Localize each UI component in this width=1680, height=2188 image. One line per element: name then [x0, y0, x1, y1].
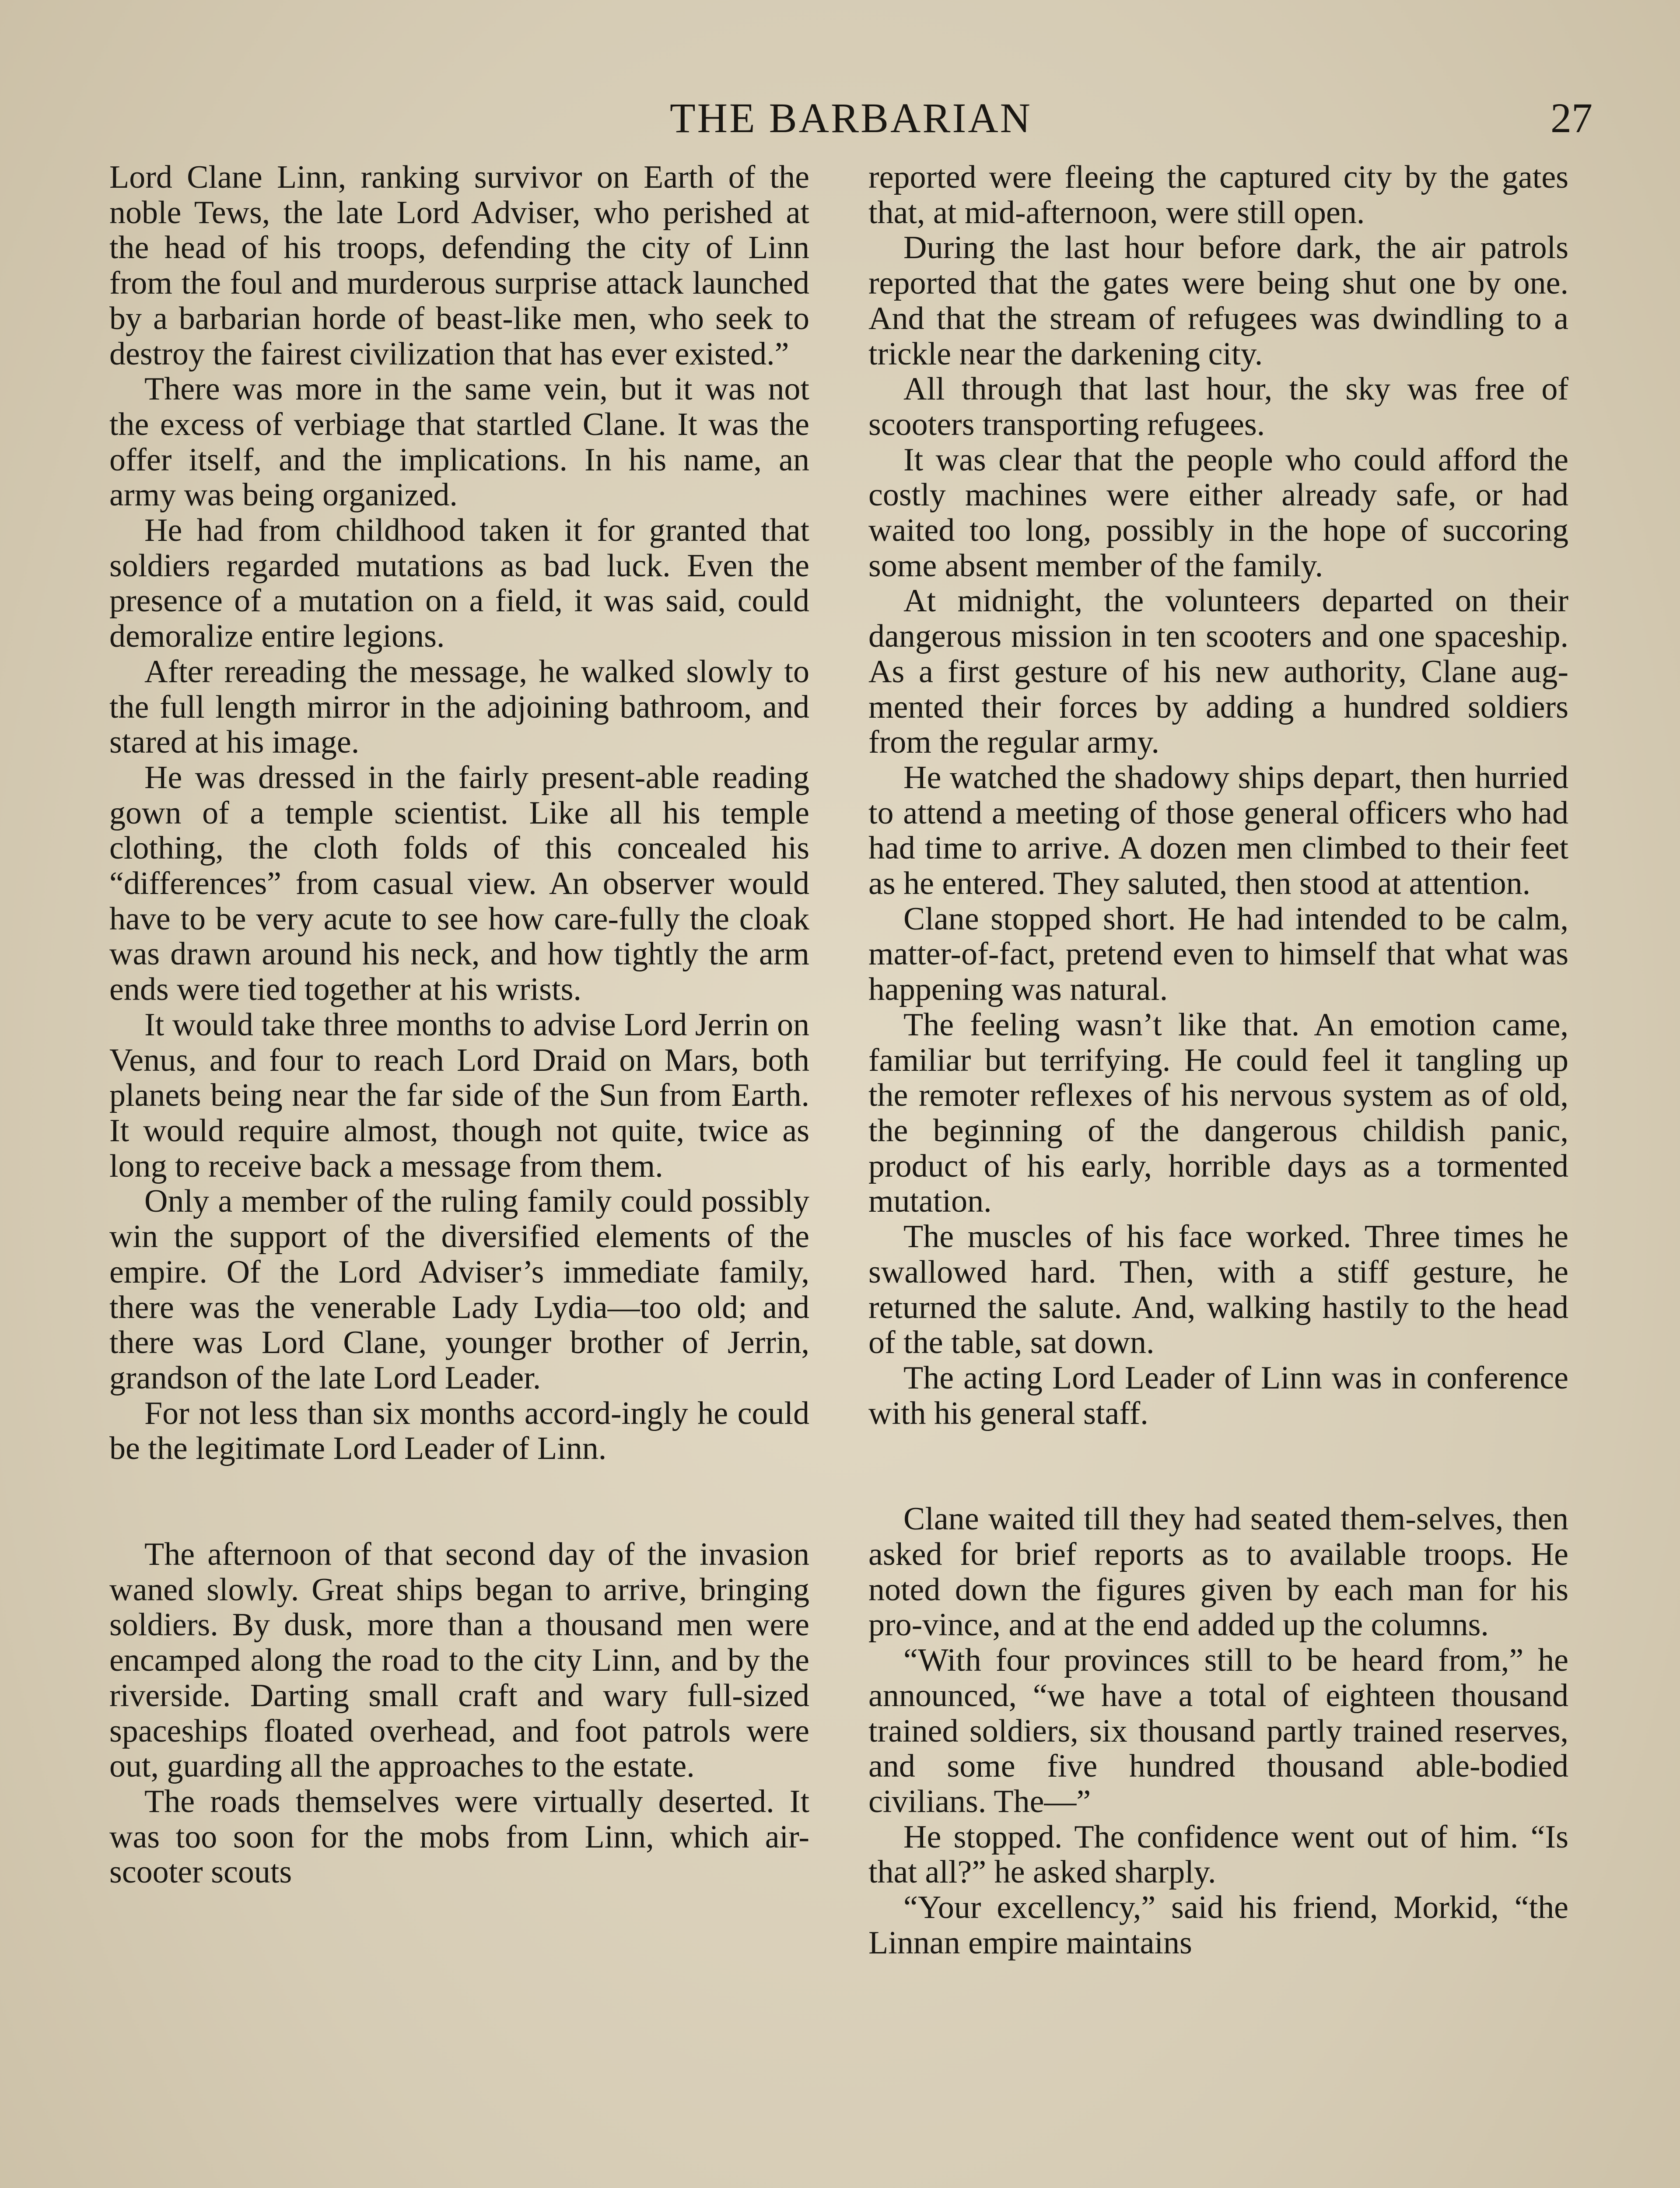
paragraph: He was dressed in the fairly present-able reading gown of a temple scientist. Like all his temple clothing, the cloth folds of this concealed his “differences” from casual view. An observer would have to be very acute to see how care-fully the cloak was drawn around his neck, and how tightly the arm ends were tied together at his wrists.	[109, 759, 809, 1008]
paragraph: “With four provinces still to be heard from,” he announced, “we have a total of eighteen thousand trained soldiers, six thousand partly trained reserves, and some five hundred thousand able-bodied civilians. The—”	[868, 1642, 1568, 1820]
page-header	[109, 85, 1592, 151]
paragraph: The afternoon of that second day of the invasion waned slowly. Great ships began to arrive, bringing soldiers. By dusk, more than a thousand men were encamped along the road to the city Linn, and by the riverside. Darting small craft and wary full-sized spaceships floated overhead, and foot patrols were out, guarding all the approaches to the estate.	[109, 1536, 809, 1785]
paragraph: “Your excellency,” said his friend, Morkid, “the Linnan empire maintains	[868, 1890, 1568, 1961]
paragraph: Clane waited till they had seated them-selves, then asked for brief reports as to available troops. He noted down the figures given by each man for his pro-vince, and at the end added up the columns.	[868, 1501, 1568, 1643]
page-number: 27	[1550, 95, 1592, 141]
paragraph: Lord Clane Linn, ranking survivor on Earth of the noble Tews, the late Lord Adviser, who perished at the head of his troops, defending the city of Linn from the foul and murderous surprise attack launched by a barbarian horde of beast-like men, who seek to destroy the fairest civilization that has ever existed.”	[109, 159, 809, 372]
running-title: THE BARBARIAN	[669, 95, 1032, 141]
paragraph: reported were fleeing the captured city by the gates that, at mid-afternoon, were still open.	[868, 159, 1568, 231]
paragraph: He stopped. The confidence went out of him. “Is that all?” he asked sharply.	[868, 1819, 1568, 1890]
paragraph: After rereading the message, he walked slowly to the full length mirror in the adjoining bathroom, and stared at his image.	[109, 653, 809, 761]
paragraph: He had from childhood taken it for granted that soldiers regarded mutations as bad luck. Even the presence of a mutation on a field, it was said, could demoralize entire legions.	[109, 512, 809, 655]
paragraph: All through that last hour, the sky was free of scooters transporting refugees.	[868, 371, 1568, 442]
paragraph: He watched the shadowy ships depart, then hurried to attend a meeting of those general officers who had had time to arrive. A dozen men climbed to their feet as he entered. They saluted, then stood at attention.	[868, 759, 1568, 902]
paragraph: At midnight, the volunteers departed on their dangerous mission in ten scooters and one spaceship. As a first gesture of his new authority, Clane aug-mented their forces by adding a hundred soldiers from the regular army.	[868, 583, 1568, 761]
paragraph: The roads themselves were virtually deserted. It was too soon for the mobs from Linn, which air-scooter scouts	[109, 1783, 809, 1890]
paragraph: Only a member of the ruling family could possibly win the support of the diversified elements of the empire. Of the Lord Adviser’s immediate family, there was the venerable Lady Lydia—too old; and there was Lord Clane, younger brother of Jerrin, grandson of the late Lord Leader.	[109, 1183, 809, 1396]
paragraph: For not less than six months accord-ingly he could be the legitimate Lord Leader of Linn.	[109, 1395, 809, 1467]
left-text-column	[109, 160, 809, 2188]
paragraph: The muscles of his face worked. Three times he swallowed hard. Then, with a stiff gesture, he returned the salute. And, walking hastily to the head of the table, sat down.	[868, 1219, 1568, 1361]
paragraph: It would take three months to advise Lord Jerrin on Venus, and four to reach Lord Draid on Mars, both planets being near the far side of the Sun from Earth. It would require almost, though not quite, twice as long to receive back a message from them.	[109, 1006, 809, 1184]
paragraph: The acting Lord Leader of Linn was in conference with his general staff.	[868, 1360, 1568, 1431]
paragraph: It was clear that the people who could afford the costly machines were either already safe, or had waited too long, possibly in the hope of succoring some absent member of the family.	[868, 442, 1568, 584]
paragraph: During the last hour before dark, the air patrols reported that the gates were being shut one by one. And that the stream of refugees was dwindling to a trickle near the darkening city.	[868, 230, 1568, 372]
paragraph: There was more in the same vein, but it was not the excess of verbiage that startled Clane. It was the offer itself, and the implications. In his name, an army was being organized.	[109, 371, 809, 513]
paragraph: The feeling wasn’t like that. An emotion came, familiar but terrifying. He could feel it tangling up the remoter reflexes of his nervous system as of old, the beginning of the dangerous childish panic, product of his early, horrible days as a tormented mutation.	[868, 1006, 1568, 1220]
right-text-column	[868, 160, 1568, 2188]
paragraph: Clane stopped short. He had intended to be calm, matter-of-fact, pretend even to himself that what was happening was natural.	[868, 901, 1568, 1008]
